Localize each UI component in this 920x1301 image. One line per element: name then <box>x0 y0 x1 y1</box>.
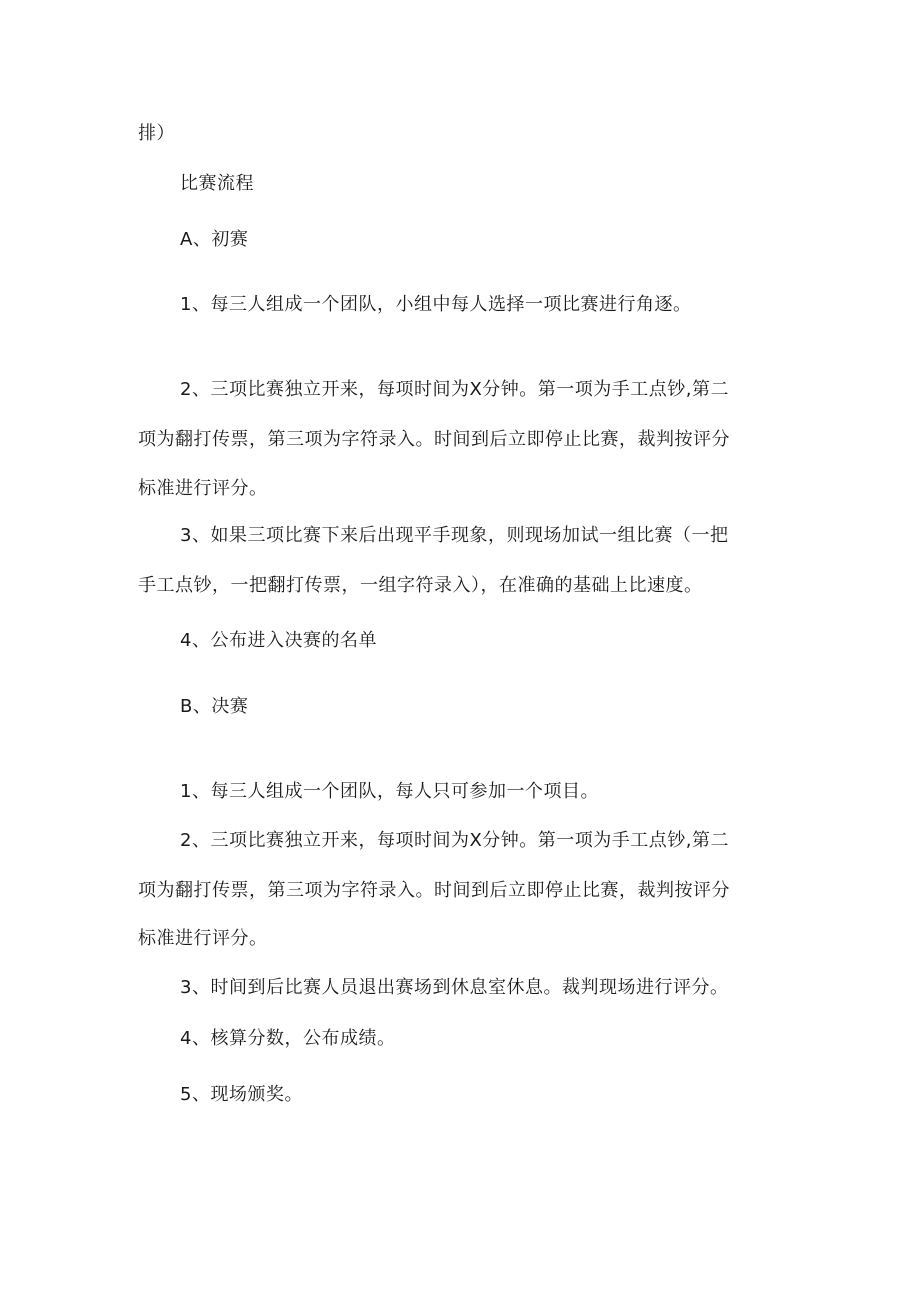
heading-preliminary: A、初赛 <box>180 229 249 250</box>
preliminary-item-2-line-3: 标准进行评分。 <box>138 478 268 499</box>
heading-competition-process: 比赛流程 <box>180 173 254 194</box>
preliminary-item-2-line-1: 2、三项比赛独立开来，每项时间为X分钟。第一项为手工点钞,第二 <box>180 379 730 400</box>
preliminary-item-1: 1、每三人组成一个团队，小组中每人选择一项比赛进行角逐。 <box>180 294 692 315</box>
heading-final: B、决赛 <box>180 696 249 717</box>
preliminary-item-4: 4、公布进入决赛的名单 <box>180 630 377 651</box>
final-item-3: 3、时间到后比赛人员退出赛场到休息室休息。裁判现场进行评分。 <box>180 977 729 998</box>
final-item-2-line-1: 2、三项比赛独立开来，每项时间为X分钟。第一项为手工点钞,第二 <box>180 830 730 851</box>
final-item-1: 1、每三人组成一个团队，每人只可参加一个项目。 <box>180 781 599 802</box>
final-item-5: 5、现场颁奖。 <box>180 1084 303 1105</box>
preliminary-item-2-line-2: 项为翻打传票，第三项为字符录入。时间到后立即停止比赛，裁判按评分 <box>138 429 730 450</box>
text-line-continuation: 排） <box>138 123 175 144</box>
final-item-2-line-3: 标准进行评分。 <box>138 928 268 949</box>
preliminary-item-3-line-1: 3、如果三项比赛下来后出现平手现象，则现场加试一组比赛（一把 <box>180 525 729 546</box>
final-item-4: 4、核算分数，公布成绩。 <box>180 1028 396 1049</box>
preliminary-item-3-line-2: 手工点钞，一把翻打传票，一组字符录入），在准确的基础上比速度。 <box>138 575 703 596</box>
final-item-2-line-2: 项为翻打传票，第三项为字符录入。时间到后立即停止比赛，裁判按评分 <box>138 880 730 901</box>
